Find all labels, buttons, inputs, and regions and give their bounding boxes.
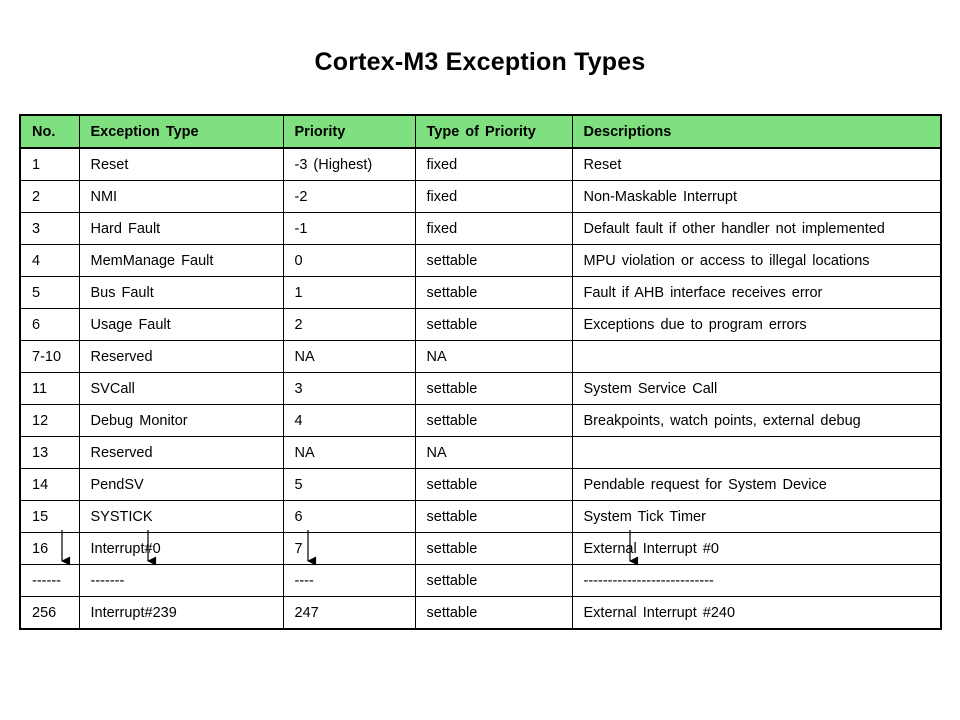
cell-description: MPU violation or access to illegal locations — [572, 245, 941, 277]
cell-priority: -3 (Highest) — [283, 148, 415, 181]
cell-no: 15 — [20, 501, 79, 533]
cell-exception-type: Usage Fault — [79, 309, 283, 341]
cell-exception-type: SVCall — [79, 373, 283, 405]
cell-no: 256 — [20, 597, 79, 630]
cell-priority: 5 — [283, 469, 415, 501]
cell-type-of-priority: settable — [415, 373, 572, 405]
cell-type-of-priority: NA — [415, 341, 572, 373]
table-row — [20, 597, 941, 630]
cell-priority: 6 — [283, 501, 415, 533]
cell-no: 16 — [20, 533, 79, 565]
table-row — [20, 341, 941, 373]
cell-priority: 1 — [283, 277, 415, 309]
cell-type-of-priority: settable — [415, 565, 572, 597]
header-exception-type: Exception Type — [79, 115, 283, 148]
table-row — [20, 533, 941, 565]
cell-description: Pendable request for System Device — [572, 469, 941, 501]
cell-type-of-priority: fixed — [415, 213, 572, 245]
table-row — [20, 148, 941, 181]
cell-no: ------ — [20, 565, 79, 597]
cell-no: 2 — [20, 181, 79, 213]
cell-description: External Interrupt #240 — [572, 597, 941, 630]
header-descriptions: Descriptions — [572, 115, 941, 148]
cell-type-of-priority: settable — [415, 533, 572, 565]
table-row — [20, 405, 941, 437]
cell-type-of-priority: settable — [415, 245, 572, 277]
cell-type-of-priority: settable — [415, 469, 572, 501]
cell-no: 1 — [20, 148, 79, 181]
cell-description: Reset — [572, 148, 941, 181]
cell-no: 13 — [20, 437, 79, 469]
cell-exception-type: Interrupt#0 — [79, 533, 283, 565]
cell-priority: NA — [283, 341, 415, 373]
cell-no: 12 — [20, 405, 79, 437]
cell-description: Breakpoints, watch points, external debug — [572, 405, 941, 437]
header-type-of-priority: Type of Priority — [415, 115, 572, 148]
table-row — [20, 469, 941, 501]
cell-description: External Interrupt #0 — [572, 533, 941, 565]
exception-types-table — [19, 114, 942, 630]
table-row — [20, 565, 941, 597]
cell-no: 6 — [20, 309, 79, 341]
cell-priority: NA — [283, 437, 415, 469]
cell-priority: -1 — [283, 213, 415, 245]
cell-type-of-priority: settable — [415, 309, 572, 341]
cell-exception-type: Reserved — [79, 341, 283, 373]
header-no: No. — [20, 115, 79, 148]
cell-exception-type: PendSV — [79, 469, 283, 501]
cell-exception-type: Hard Fault — [79, 213, 283, 245]
cell-exception-type: MemManage Fault — [79, 245, 283, 277]
cell-exception-type: Debug Monitor — [79, 405, 283, 437]
cell-description: System Tick Timer — [572, 501, 941, 533]
table-row — [20, 373, 941, 405]
cell-type-of-priority: settable — [415, 597, 572, 630]
cell-exception-type: ------- — [79, 565, 283, 597]
table-row — [20, 277, 941, 309]
cell-exception-type: Reserved — [79, 437, 283, 469]
table-row — [20, 501, 941, 533]
table-header-row — [20, 115, 941, 148]
cell-exception-type: Interrupt#239 — [79, 597, 283, 630]
cell-no: 7-10 — [20, 341, 79, 373]
cell-description: Non-Maskable Interrupt — [572, 181, 941, 213]
cell-exception-type: Bus Fault — [79, 277, 283, 309]
cell-no: 11 — [20, 373, 79, 405]
cell-exception-type: SYSTICK — [79, 501, 283, 533]
cell-no: 5 — [20, 277, 79, 309]
cell-description — [572, 341, 941, 373]
table-row — [20, 245, 941, 277]
cell-type-of-priority: settable — [415, 405, 572, 437]
table-row — [20, 309, 941, 341]
cell-type-of-priority: NA — [415, 437, 572, 469]
cell-type-of-priority: fixed — [415, 148, 572, 181]
cell-priority: 2 — [283, 309, 415, 341]
table-row — [20, 213, 941, 245]
table-row — [20, 437, 941, 469]
cell-type-of-priority: settable — [415, 277, 572, 309]
cell-description: Fault if AHB interface receives error — [572, 277, 941, 309]
cell-priority: 7 — [283, 533, 415, 565]
cell-description — [572, 437, 941, 469]
slide-title: Cortex-M3 Exception Types — [314, 48, 646, 76]
cell-description: --------------------------- — [572, 565, 941, 597]
cell-priority: 3 — [283, 373, 415, 405]
cell-no: 4 — [20, 245, 79, 277]
cell-description: Exceptions due to program errors — [572, 309, 941, 341]
cell-no: 3 — [20, 213, 79, 245]
header-priority: Priority — [283, 115, 415, 148]
cell-type-of-priority: fixed — [415, 181, 572, 213]
cell-no: 14 — [20, 469, 79, 501]
cell-priority: ---- — [283, 565, 415, 597]
cell-exception-type: Reset — [79, 148, 283, 181]
cell-priority: 0 — [283, 245, 415, 277]
table-row — [20, 181, 941, 213]
cell-description: System Service Call — [572, 373, 941, 405]
cell-priority: -2 — [283, 181, 415, 213]
cell-type-of-priority: settable — [415, 501, 572, 533]
cell-exception-type: NMI — [79, 181, 283, 213]
cell-description: Default fault if other handler not implemented — [572, 213, 941, 245]
cell-priority: 4 — [283, 405, 415, 437]
cell-priority: 247 — [283, 597, 415, 630]
